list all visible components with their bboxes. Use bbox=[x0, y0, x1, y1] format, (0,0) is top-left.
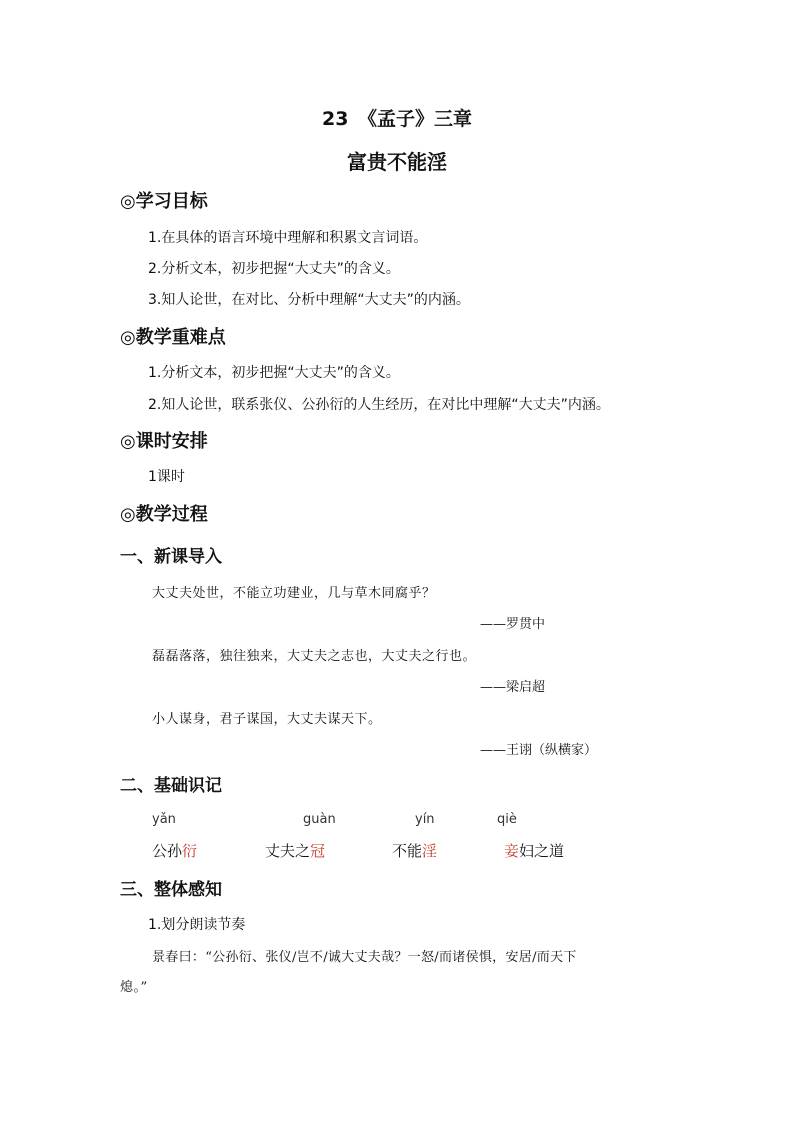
vocab-word bbox=[504, 840, 564, 861]
quote-text: 小人谋身，君子谋国，大丈夫谋天下。 bbox=[152, 712, 382, 727]
vocab-word-plain: 丈夫之 bbox=[265, 842, 311, 860]
quote-author: ——王诩（纵横家） bbox=[480, 743, 598, 758]
vocab-word-plain: 不能 bbox=[392, 842, 423, 860]
vocab-key-char: 妾 bbox=[504, 842, 520, 860]
key-point-item: 1.分析文本，初步把握“大丈夫”的含义。 bbox=[148, 365, 400, 381]
goal-item: 2.分析文本，初步把握“大丈夫”的含义。 bbox=[148, 261, 400, 277]
schedule-heading: ◎课时安排 bbox=[120, 431, 208, 452]
pinyin-label: qiè bbox=[497, 812, 517, 827]
key-point-item: 2.知人论世，联系张仪、公孙衍的人生经历，在对比中理解“大丈夫”内涵。 bbox=[148, 397, 610, 413]
quote-author: ——梁启超 bbox=[480, 680, 546, 695]
pinyin-label: guàn bbox=[303, 812, 336, 827]
quote-text: 磊磊落落，独往独来，大丈夫之志也，大丈夫之行也。 bbox=[152, 649, 477, 664]
pinyin-label: yín bbox=[415, 812, 435, 827]
goals-heading: ◎学习目标 bbox=[120, 191, 208, 212]
vocab-word bbox=[392, 840, 437, 861]
pinyin-label: yǎn bbox=[152, 812, 176, 827]
lesson-subtitle: 富贵不能淫 bbox=[347, 150, 447, 174]
goal-item: 3.知人论世，在对比、分析中理解“大丈夫”的内涵。 bbox=[148, 292, 470, 308]
lesson-title: 23 《孟子》三章 bbox=[322, 108, 472, 130]
vocab-key-char: 淫 bbox=[422, 842, 438, 860]
vocab-key-char: 冠 bbox=[310, 842, 326, 860]
vocab-word bbox=[152, 840, 197, 861]
passage-line: 熄。” bbox=[120, 980, 148, 995]
vocab-key-char: 衍 bbox=[182, 842, 198, 860]
schedule-value: 1课时 bbox=[148, 469, 185, 485]
part3-heading: 三、整体感知 bbox=[120, 880, 222, 900]
vocab-word-plain: 妇之道 bbox=[519, 842, 565, 860]
vocab-word-plain: 公孙 bbox=[152, 842, 183, 860]
vocab-word bbox=[265, 840, 325, 861]
part3-item: 1.划分朗读节奏 bbox=[148, 917, 246, 933]
process-heading: ◎教学过程 bbox=[120, 504, 208, 525]
quote-author: ——罗贯中 bbox=[480, 617, 546, 632]
quote-text: 大丈夫处世，不能立功建业，几与草木同腐乎？ bbox=[152, 586, 436, 601]
goal-item: 1.在具体的语言环境中理解和积累文言词语。 bbox=[148, 230, 428, 246]
part1-heading: 一、新课导入 bbox=[120, 547, 222, 567]
key-points-heading: ◎教学重难点 bbox=[120, 327, 226, 348]
part2-heading: 二、基础识记 bbox=[120, 776, 222, 796]
passage-line: 景春曰：“公孙衍、张仪/岂不/诚大丈夫哉？一怒/而诸侯惧，安居/而天下 bbox=[152, 950, 577, 965]
